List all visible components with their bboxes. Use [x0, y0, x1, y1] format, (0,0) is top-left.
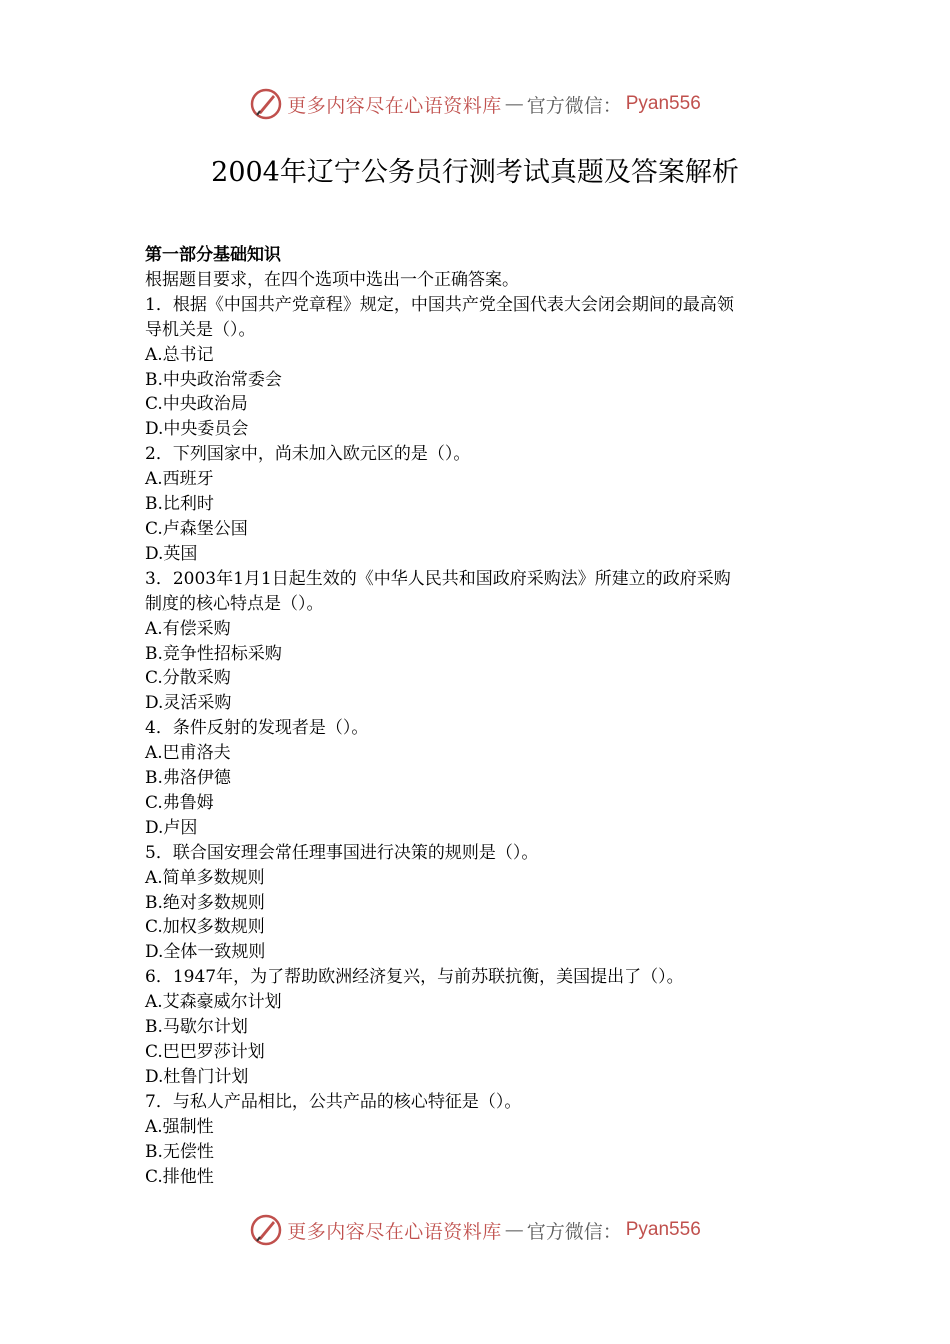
text-line: B.弗洛伊德	[145, 768, 231, 789]
text-line: B.竞争性招标采购	[145, 643, 282, 664]
wechat-label: 官方微信：	[526, 94, 622, 117]
banner-text: 更多内容尽在心语资料库	[287, 94, 502, 117]
text-line: C.弗鲁姆	[145, 792, 214, 813]
text-line: D.卢因	[145, 817, 198, 838]
text-line: D.英国	[145, 543, 198, 564]
header-watermark-banner	[0, 84, 950, 124]
text-line: D.中央委员会	[145, 419, 249, 440]
section-heading: 第一部分基础知识	[145, 245, 281, 265]
document-body	[145, 243, 815, 1189]
text-line: D.全体一致规则	[145, 942, 266, 963]
wechat-id: Pyan556	[625, 93, 701, 114]
text-line: 1．根据《中国共产党章程》规定，中国共产党全国代表大会闭会期间的最高领	[145, 294, 734, 315]
text-line: B.无偿性	[145, 1141, 214, 1162]
text-line: A.强制性	[145, 1116, 214, 1137]
text-line: A.艾森豪威尔计划	[145, 992, 282, 1013]
page-title: 2004年辽宁公务员行测考试真题及答案解析	[211, 157, 739, 188]
text-line: C.加权多数规则	[145, 917, 265, 938]
banner-text: 更多内容尽在心语资料库	[287, 1220, 502, 1243]
wechat-id: Pyan556	[625, 1219, 701, 1240]
footer-watermark-banner	[0, 1210, 950, 1250]
text-line: 5．联合国安理会常任理事国进行决策的规则是（）。	[145, 842, 539, 863]
text-line: B.中央政治常委会	[145, 369, 282, 390]
text-line: D.灵活采购	[145, 693, 232, 714]
text-line: 根据题目要求，在四个选项中选出一个正确答案。	[145, 269, 519, 290]
text-line: 7．与私人产品相比，公共产品的核心特征是（）。	[145, 1091, 522, 1112]
text-line: 6．1947年，为了帮助欧洲经济复兴，与前苏联抗衡，美国提出了（）。	[145, 967, 684, 988]
text-line: 4．条件反射的发现者是（）。	[145, 718, 369, 739]
quill-logo-icon	[249, 1213, 283, 1247]
banner-separator: —	[504, 1219, 524, 1241]
banner-separator: —	[504, 93, 524, 115]
wechat-label: 官方微信：	[526, 1220, 622, 1243]
text-line: B.比利时	[145, 494, 214, 515]
text-line: C.排他性	[145, 1166, 214, 1187]
text-line: C.巴巴罗莎计划	[145, 1042, 265, 1062]
text-line: A.西班牙	[145, 469, 214, 490]
quill-logo-icon	[249, 87, 283, 121]
text-line: D.杜鲁门计划	[145, 1066, 249, 1087]
text-line: C.中央政治局	[145, 394, 248, 415]
text-line: 制度的核心特点是（）。	[145, 593, 324, 614]
text-line: A.有偿采购	[145, 618, 231, 639]
text-line: C.卢森堡公国	[145, 518, 248, 539]
text-line: 3．2003年1月1日起生效的《中华人民共和国政府采购法》所建立的政府采购	[145, 568, 731, 589]
text-line: A.简单多数规则	[145, 867, 265, 888]
text-line: A.总书记	[145, 344, 214, 365]
text-line: 2．下列国家中，尚未加入欧元区的是（）。	[145, 444, 471, 465]
text-line: A.巴甫洛夫	[145, 743, 231, 764]
text-line: C.分散采购	[145, 668, 231, 689]
text-line: 导机关是（）。	[145, 319, 256, 340]
text-line: B.马歇尔计划	[145, 1017, 248, 1038]
text-line: B.绝对多数规则	[145, 892, 265, 913]
